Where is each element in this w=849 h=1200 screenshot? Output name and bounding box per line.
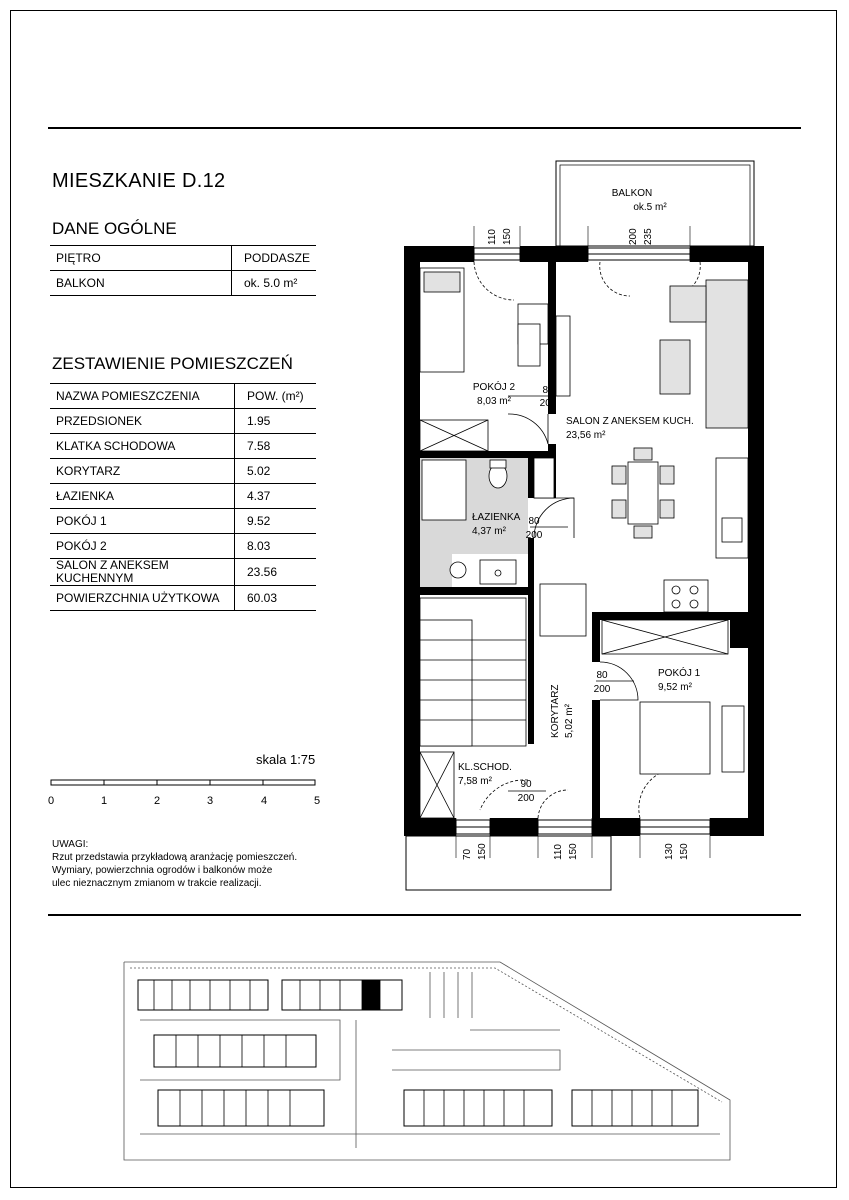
building-block (138, 980, 268, 1010)
notes-line: ulec nieznacznym zmianom w trakcie realizacji. (52, 878, 262, 889)
klatka-label: KL.SCHOD. (458, 762, 512, 773)
building-block (154, 1035, 316, 1067)
room-name: POKÓJ 2 (50, 534, 235, 559)
door-dim-width: 80 (528, 516, 540, 527)
room-name: POWIERZCHNIA UŻYTKOWA (50, 586, 235, 611)
salon-area: 23,56 m² (566, 430, 606, 441)
room-area: 8.03 (235, 534, 317, 559)
window-dim-height: 150 (679, 843, 690, 860)
kitchen-sink (722, 518, 742, 542)
scale-tick-label: 0 (47, 795, 55, 807)
apartment-title: MIESZKANIE D.12 (52, 170, 226, 192)
highlighted-unit (362, 980, 380, 1010)
door-dim-height: 200 (525, 530, 543, 541)
notes-line: Rzut przedstawia przykładową aranżację pomieszczeń. (52, 852, 298, 863)
hall-rug (540, 584, 586, 636)
kitchen-counter (716, 458, 748, 558)
room-name: KORYTARZ (50, 459, 235, 484)
cooktop (664, 580, 708, 612)
bathroom-tiles (420, 554, 452, 587)
room-name: SALON Z ANEKSEM KUCHENNYM (50, 559, 235, 586)
general-label: PIĘTRO (50, 246, 231, 271)
window-dim-height: 150 (502, 228, 513, 245)
pokoj2-area: 8,03 m² (477, 396, 511, 407)
room-area: 60.03 (235, 586, 317, 611)
window-dim-height: 150 (477, 843, 488, 860)
rooms-heading: ZESTAWIENIE POMIESZCZEŃ (52, 354, 293, 373)
shower (422, 460, 466, 520)
room-area: 9.52 (235, 509, 317, 534)
boiler (450, 562, 466, 578)
scale-label: skala 1:75 (256, 752, 316, 767)
window-dim-height: 150 (568, 843, 579, 860)
general-heading: DANE OGÓLNE (52, 219, 177, 238)
scale-bar (51, 780, 315, 785)
column-header-name: NAZWA POMIESZCZENIA (50, 384, 235, 409)
room-name: KLATKA SCHODOWA (50, 434, 235, 459)
terrace-outline (406, 836, 611, 890)
door-dim-width: 80 (542, 385, 554, 396)
door-dim-height: 200 (517, 793, 535, 804)
scale-tick-label: 4 (260, 795, 268, 807)
floor-plan (404, 161, 764, 890)
room-area: 5.02 (235, 459, 317, 484)
scale-tick-label: 2 (153, 795, 161, 807)
scale-tick-label: 5 (313, 795, 321, 807)
window-dim-width: 70 (462, 848, 473, 860)
room-name: POKÓJ 1 (50, 509, 235, 534)
window-dim-width: 110 (553, 844, 564, 860)
room-area: 4.37 (235, 484, 317, 509)
building-block (404, 1090, 552, 1126)
scale-tick-label: 3 (206, 795, 214, 807)
klatka-area: 7,58 m² (458, 776, 492, 787)
window-dim-width: 110 (487, 229, 498, 245)
dining-table (628, 462, 658, 524)
door-dim-width: 80 (596, 670, 608, 681)
general-label: BALKON (50, 271, 231, 296)
room-name: ŁAZIENKA (50, 484, 235, 509)
site-plan (124, 962, 730, 1160)
door-dim-width: 90 (520, 779, 532, 790)
notes-line: Wymiary, powierzchnia ogrodów i balkonów może (52, 865, 273, 876)
balcony-area: ok.5 m² (633, 202, 667, 213)
window-dim-width: 130 (664, 843, 675, 860)
room-area: 23.56 (235, 559, 317, 586)
lazienka-label: ŁAZIENKA (472, 512, 521, 523)
scale-tick-label: 1 (100, 795, 108, 807)
salon-label: SALON Z ANEKSEM KUCH. (566, 416, 694, 427)
room-area: 7.58 (235, 434, 317, 459)
coffee-table (660, 340, 690, 394)
room-area: 1.95 (235, 409, 317, 434)
door-dim-height: 200 (593, 684, 611, 695)
general-value: ok. 5.0 m² (231, 271, 316, 296)
column-header-area: POW. (m²) (235, 384, 317, 409)
window-dim-height: 235 (643, 228, 654, 245)
pokoj2-label: POKÓJ 2 (472, 382, 516, 393)
general-value: PODDASZE (231, 246, 316, 271)
pokoj1-area: 9,52 m² (658, 682, 692, 693)
building-block (572, 1090, 698, 1126)
window-dim-width: 200 (628, 228, 639, 245)
balcony-label: BALKON (611, 188, 653, 199)
lazienka-area: 4,37 m² (472, 526, 506, 537)
room-name: PRZEDSIONEK (50, 409, 235, 434)
building-block (158, 1090, 324, 1126)
sofa (706, 280, 748, 428)
korytarz-area: 5,02 m² (564, 704, 575, 738)
pokoj1-label: POKÓJ 1 (658, 668, 701, 679)
bed-pokoj1 (640, 702, 710, 774)
door-dim-height: 200 (539, 398, 557, 409)
notes-heading: UWAGI: (52, 839, 89, 850)
korytarz-label: KORYTARZ (550, 684, 561, 738)
